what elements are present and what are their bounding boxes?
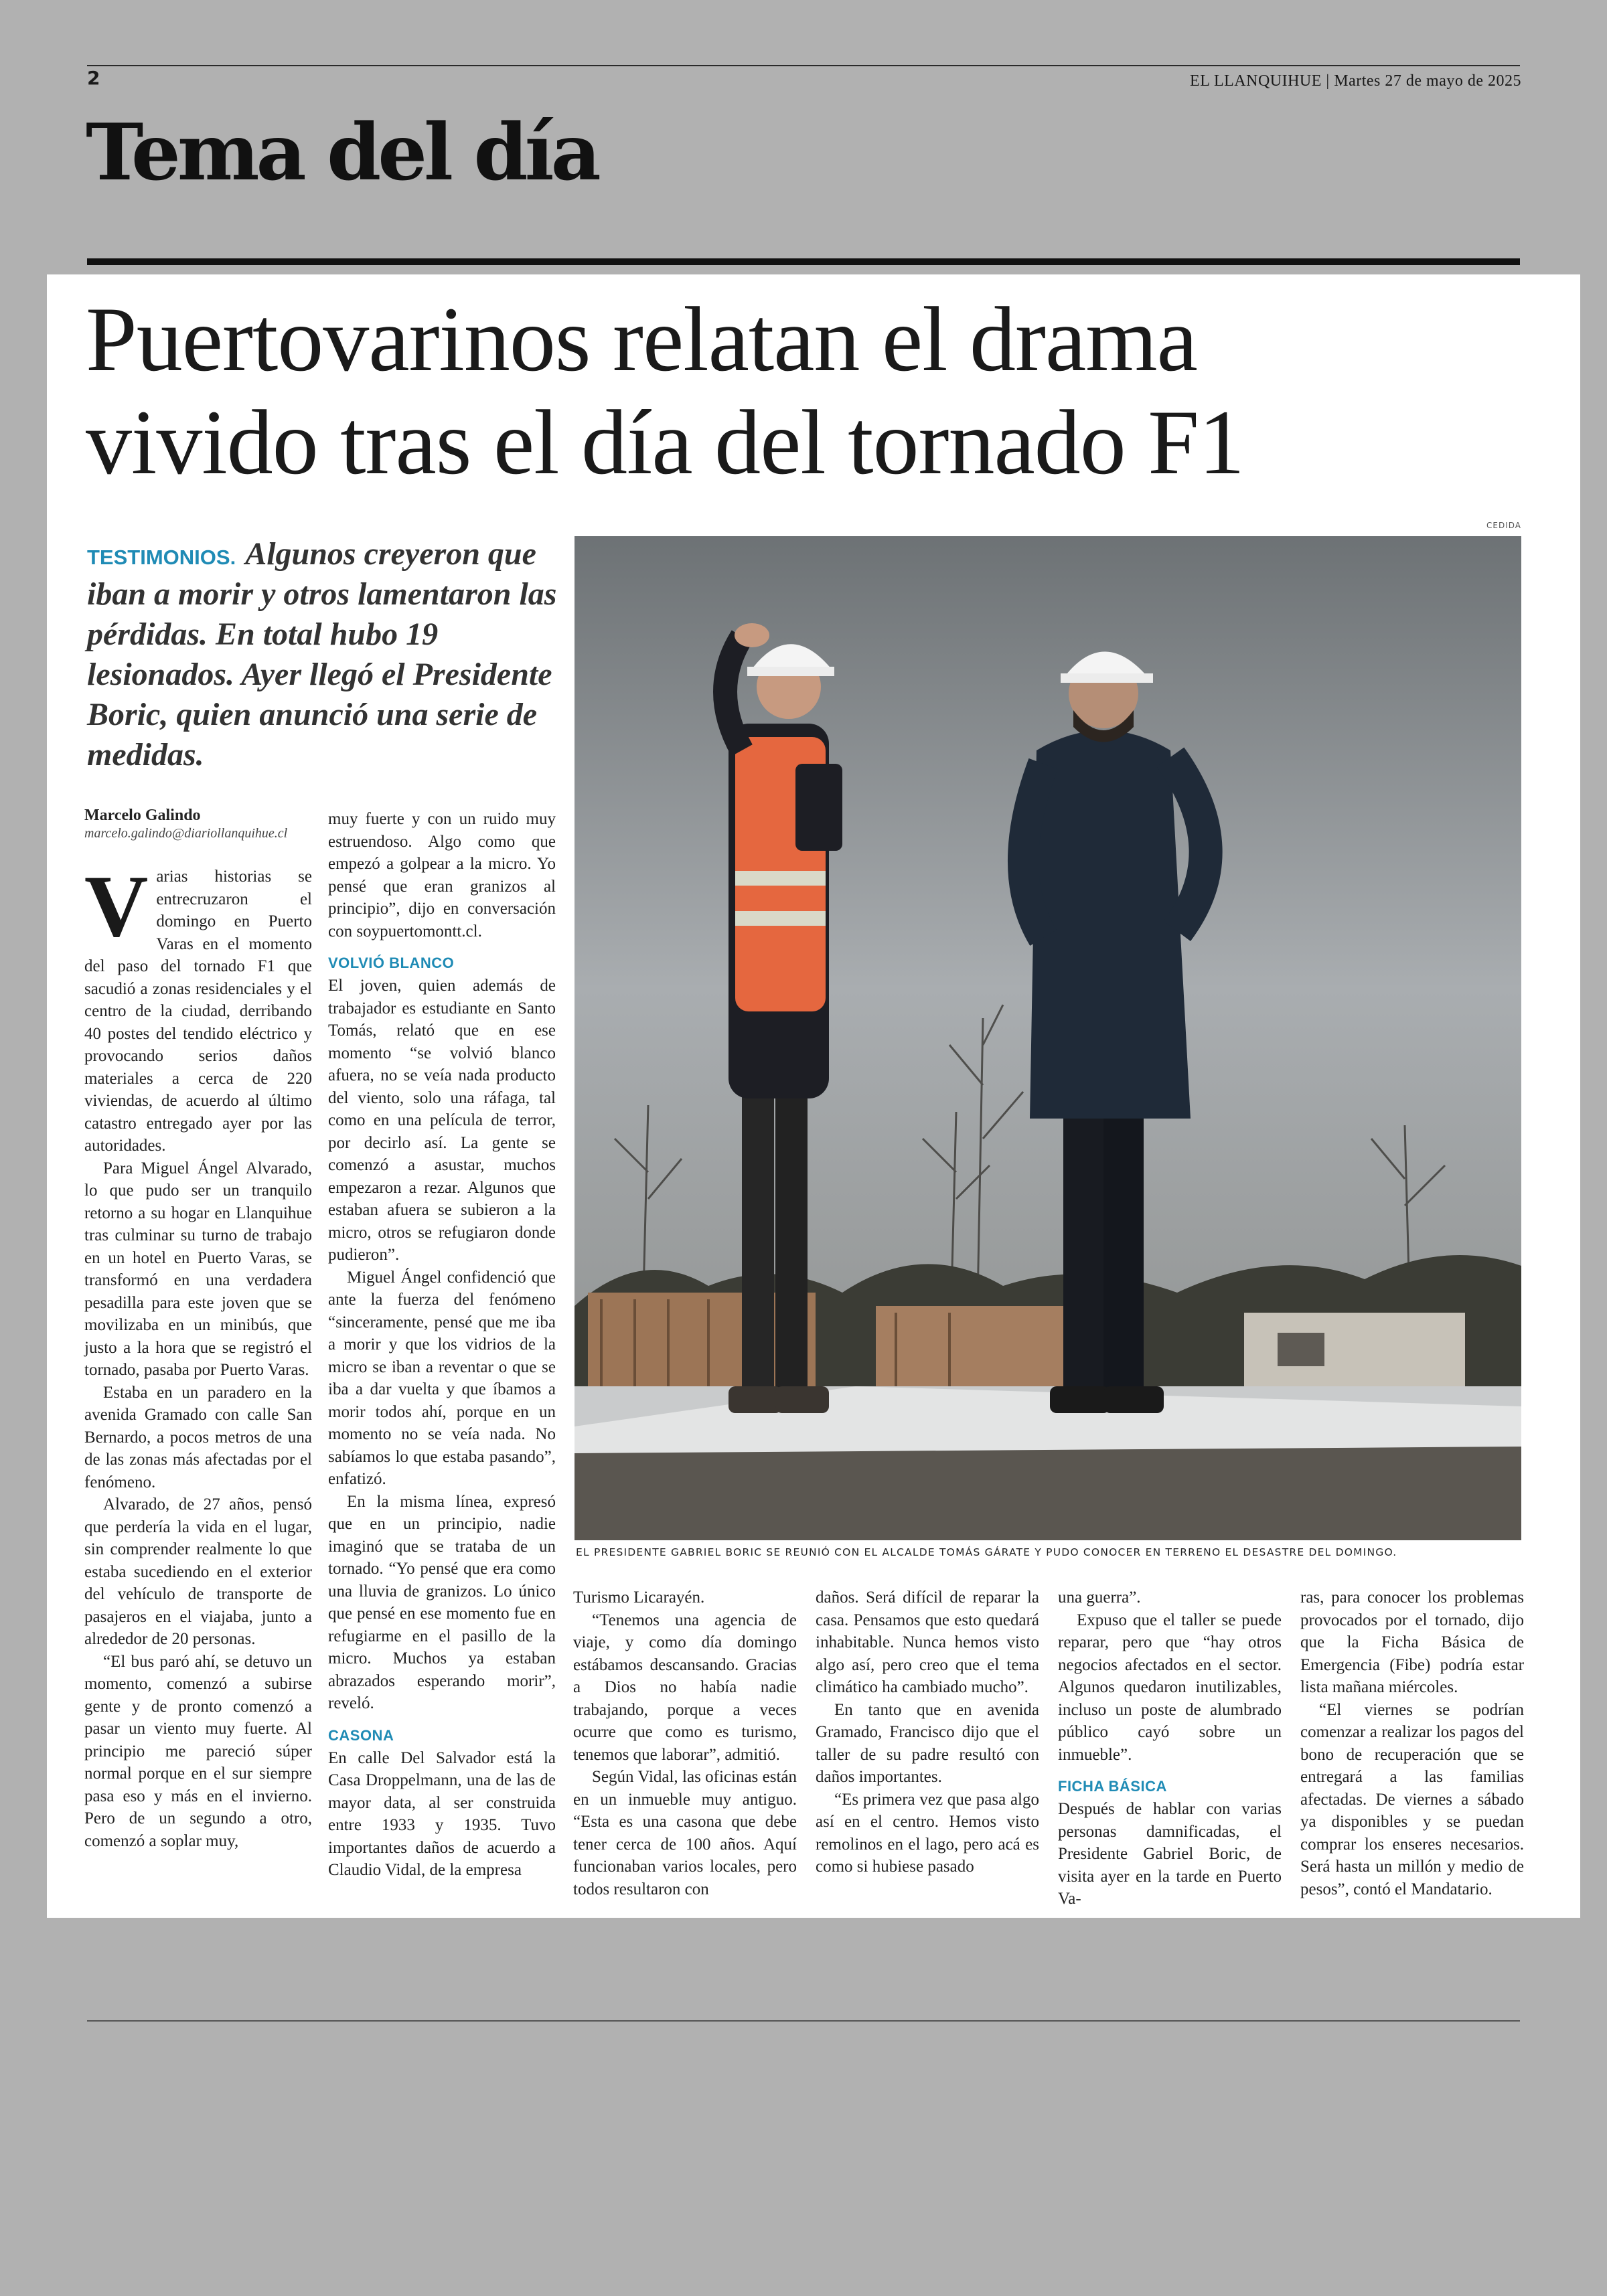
headline-line-2: vivido tras el día del tornado F1 (86, 391, 1245, 493)
lead-paragraph (87, 534, 593, 775)
column-2 (328, 808, 556, 1882)
paragraph: Estaba en un paradero en la avenida Gramado con calle San Bernardo, a pocos metros de una de las zonas más afectadas por el fenómeno. (84, 1383, 312, 1491)
paragraph: una guerra”. (1058, 1588, 1141, 1607)
house-ruin-3 (1244, 1313, 1465, 1386)
article-card (47, 274, 1580, 1918)
subheading: FICHA BÁSICA (1058, 1778, 1167, 1795)
column-1 (84, 807, 312, 1852)
page-number: 2 (87, 67, 100, 89)
paragraph: Para Miguel Ángel Alvarado, lo que pudo ser un tranquilo retorno a su hogar en Llanquihue tras culminar su turno de trabajo en un hotel en Puerto Varas, se transformó en una verdadera pesadilla para este joven que se movilizaba en un minibús, que justo a la hora que se registró el tornado, pasaba por Puerto Varas. (84, 1159, 312, 1379)
paragraph: ras, para conocer los problemas provocados por el tornado, dijo que la Ficha Básica de Emergencia (Fibe) podría estar lista mañana miércoles. (1300, 1588, 1524, 1696)
paragraph-text: arias historias se entrecruzaron el domingo en Puerto Varas en el momento del paso del tornado F1 que sacudió a zonas residenciales y el centro de la ciudad, derribando 40 postes del tendido eléctrico y provocando serios daños materiales a cerca de 220 viviendas, de acuerdo al último catastro entregado ayer por las autoridades. (84, 868, 312, 1155)
author-name: Marcelo Galindo (84, 807, 201, 824)
section-title: Tema del día (86, 107, 598, 198)
paragraph: “El bus paró ahí, se detuvo un momento, comenzó a subirse gente y de pronto comenzó a pasar un viento muy fuerte. Al principio me pareció súper normal porque en el sur siempre pasa eso y más en el invierno. Pero de un segundo a otro, comenzó a soplar muy, (84, 1652, 312, 1850)
column-4 (816, 1586, 1039, 1878)
paragraph: El joven, quien además de trabajador es estudiante en Santo Tomás, relató que en ese momento “se volvió blanco afuera, no se veía nada producto del viento, solo una ráfaga, tal como en una película de terror, por decirlo así. La gente se comenzó a asustar, muchos empezaron a rezar. Algunos que estaban afuera se subieron a la micro, otros se refugiaron donde pudieron”. (328, 977, 556, 1264)
paragraph: muy fuerte y con un ruido muy estruendoso. Algo como que empezó a golpear a la micro. Yo pensé que eran granizos al principio”, dijo en conversación con soypuertomontt.cl. (328, 810, 556, 940)
paragraph: Según Vidal, las oficinas están en un inmueble muy antiguo. “Esta es una casona que debe tener cerca de 100 años. Aquí funcionaban varios locales, pero todos resultaron con (573, 1768, 797, 1898)
paragraph: Después de hablar con varias personas damnificadas, el Presidente Gabriel Boric, de visita ayer en la tarde en Puerto Va- (1058, 1800, 1282, 1908)
masthead: EL LLANQUIHUE | Martes 27 de mayo de 2025 (1190, 72, 1521, 90)
paragraph: En la misma línea, expresó que en un principio, nadie imaginó que se trataba de un tornado. “Yo pensé que era como una lluvia de granizos. Lo único que pensé en ese momento fue en refugiarme en el pasillo de la micro. Muchos ya estaban abrazados esperando morir”, reveló. (328, 1492, 556, 1712)
bottom-rule (87, 2020, 1520, 2022)
subheading: CASONA (328, 1726, 394, 1744)
top-rule (87, 65, 1520, 66)
headline (86, 288, 1559, 494)
column-3 (573, 1586, 797, 1900)
lead-text: Algunos creyeron que iban a morir y otros lamentaron las pérdidas. En total hubo 19 lesionados. Ayer llegó el Presidente Boric, quien anunció una serie de medidas. (87, 536, 557, 772)
photo-credit: CEDIDA (1486, 521, 1521, 530)
drop-cap: V (84, 857, 149, 955)
paragraph: En calle Del Salvador está la Casa Droppelmann, una de las de mayor data, al ser construida entre 1933 y 1935. Tuvo importantes daños de acuerdo a Claudio Vidal, de la empresa (328, 1748, 556, 1879)
column-5 (1058, 1586, 1282, 1910)
paragraph: Turismo Licarayén. (573, 1588, 705, 1607)
subheading: VOLVIÓ BLANCO (328, 955, 455, 971)
paragraph: Miguel Ángel confidenció que ante la fuerza del fenómeno “sinceramente, pensé que me iba a morir y que los vidrios de la micro se iban a reventar o que se iba a dar vuelta y que íbamos a morir todos ahí, porque en un momento no se veía nada. No sabíamos lo que estaba pasando”, enfatizó. (328, 1268, 556, 1488)
article-photo (575, 536, 1521, 1540)
photo-illustration (575, 536, 1521, 1540)
headline-line-1: Puertovarinos relatan el drama (86, 288, 1197, 390)
column-6 (1300, 1586, 1524, 1900)
paragraph: Expuso que el taller se puede reparar, pero que “hay otros negocios afectados en el sector. Algunos quedaron inutilizables, incluso un poste de alumbrado público cayó sobre un inmueble”. (1058, 1611, 1282, 1764)
house-ruin-2 (876, 1306, 1077, 1386)
paragraph: “El viernes se podrían comenzar a realizar los pagos del bono de recuperación que se entregará a las familias afectadas. De viernes a sábado ya disponibles y se puedan comprar los enseres necesarios. Será hasta un millón y medio de pesos”, contó el Mandatario. (1300, 1700, 1524, 1898)
paragraph: daños. Será difícil de reparar la casa. Pensamos que esto quedará inhabitable. Nunca hemos visto algo así, pero creo que el tema climático ha cambiado mucho”. (816, 1588, 1039, 1696)
lead-tag: TESTIMONIOS. (87, 546, 236, 569)
paragraph (84, 857, 312, 1157)
author-email: marcelo.galindo@diariollanquihue.cl (84, 826, 288, 841)
section-rule (87, 258, 1520, 265)
photo-caption: EL PRESIDENTE GABRIEL BORIC SE REUNIÓ CON EL ALCALDE TOMÁS GÁRATE Y PUDO CONOCER EN TERRENO EL DESASTRE DEL DOMINGO. (576, 1546, 1397, 1558)
paragraph: “Tenemos una agencia de viaje, y como día domingo estábamos descansando. Gracias a Dios no había nadie trabajando, porque a veces ocurre que como es turismo, tenemos que laborar”, admitió. (573, 1611, 797, 1764)
paragraph: En tanto que en avenida Gramado, Francisco dijo que el taller de su padre resultó con daños importantes. (816, 1700, 1039, 1786)
paragraph: “Es primera vez que pasa algo así en el centro. Hemos visto remolinos en el lago, pero acá es como si hubiese pasado (816, 1790, 1039, 1876)
paragraph: Alvarado, de 27 años, pensó que perdería la vida en el lugar, sin comprender realmente lo que estaba sucediendo en el exterior del vehículo de transporte de pasajeros en el viajaba, junto a alrededor de 20 personas. (84, 1495, 312, 1648)
